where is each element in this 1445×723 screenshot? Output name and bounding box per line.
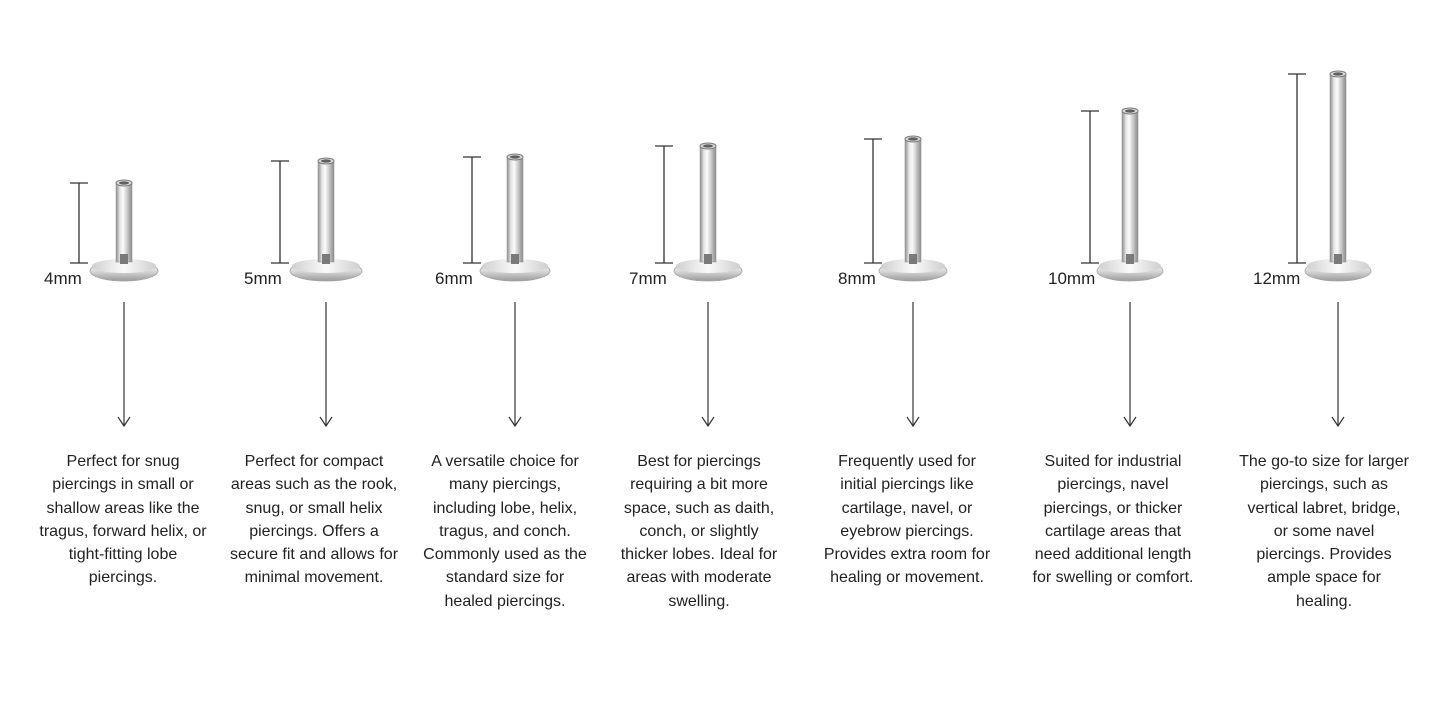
description-7mm: Best for piercings requiring a bit more space, such as daith, conch, or slightly thicker lobes. Ideal for areas with moderate swelling.: [620, 453, 778, 610]
size-label-7mm: 7mm: [629, 269, 667, 288]
labret-post-5mm: [318, 161, 334, 262]
labret-post-base-6mm: [511, 254, 519, 264]
size-label-12mm: 12mm: [1253, 269, 1301, 288]
description-8mm: Frequently used for initial piercings like cartilage, navel, or eyebrow piercings. Provides extra room for healing or movement.: [823, 453, 991, 587]
labret-post-hole-5mm: [321, 159, 331, 162]
labret-post-hole-6mm: [510, 155, 520, 158]
labret-post-base-12mm: [1334, 254, 1342, 264]
labret-post-base-5mm: [322, 254, 330, 264]
labret-post-7mm: [700, 146, 716, 262]
labret-post-hole-7mm: [703, 144, 713, 147]
description-4mm: Perfect for snug piercings in small or shallow areas like the tragus, forward helix, or tight-fitting lobe piercings.: [39, 453, 207, 587]
description-5mm: Perfect for compact areas such as the rook, snug, or small helix piercings. Offers a secure fit and allows for minimal movement.: [229, 453, 399, 587]
labret-post-hole-8mm: [908, 137, 918, 140]
labret-post-4mm: [116, 183, 132, 262]
labret-post-hole-10mm: [1125, 109, 1135, 112]
labret-post-base-10mm: [1126, 254, 1134, 264]
description-12mm: The go-to size for larger piercings, such as vertical labret, bridge, or some navel piercings. Provides ample space for healing.: [1239, 453, 1409, 610]
size-label-8mm: 8mm: [838, 269, 876, 288]
labret-post-12mm: [1330, 74, 1346, 262]
labret-post-6mm: [507, 157, 523, 262]
size-label-4mm: 4mm: [44, 269, 82, 288]
labret-post-8mm: [905, 139, 921, 262]
labret-post-base-8mm: [909, 254, 917, 264]
description-6mm: A versatile choice for many piercings, including lobe, helix, tragus, and conch. Commonly used as the standard size for healed piercings.: [423, 453, 587, 610]
size-label-6mm: 6mm: [435, 269, 473, 288]
size-label-10mm: 10mm: [1048, 269, 1096, 288]
description-10mm: Suited for industrial piercings, navel piercings, or thicker cartilage areas that need additional length for swelling or comfort.: [1032, 453, 1194, 587]
labret-post-base-7mm: [704, 254, 712, 264]
size-label-5mm: 5mm: [244, 269, 282, 288]
labret-post-base-4mm: [120, 254, 128, 264]
labret-post-hole-12mm: [1333, 72, 1343, 75]
labret-post-hole-4mm: [119, 181, 129, 184]
labret-post-10mm: [1122, 111, 1138, 262]
